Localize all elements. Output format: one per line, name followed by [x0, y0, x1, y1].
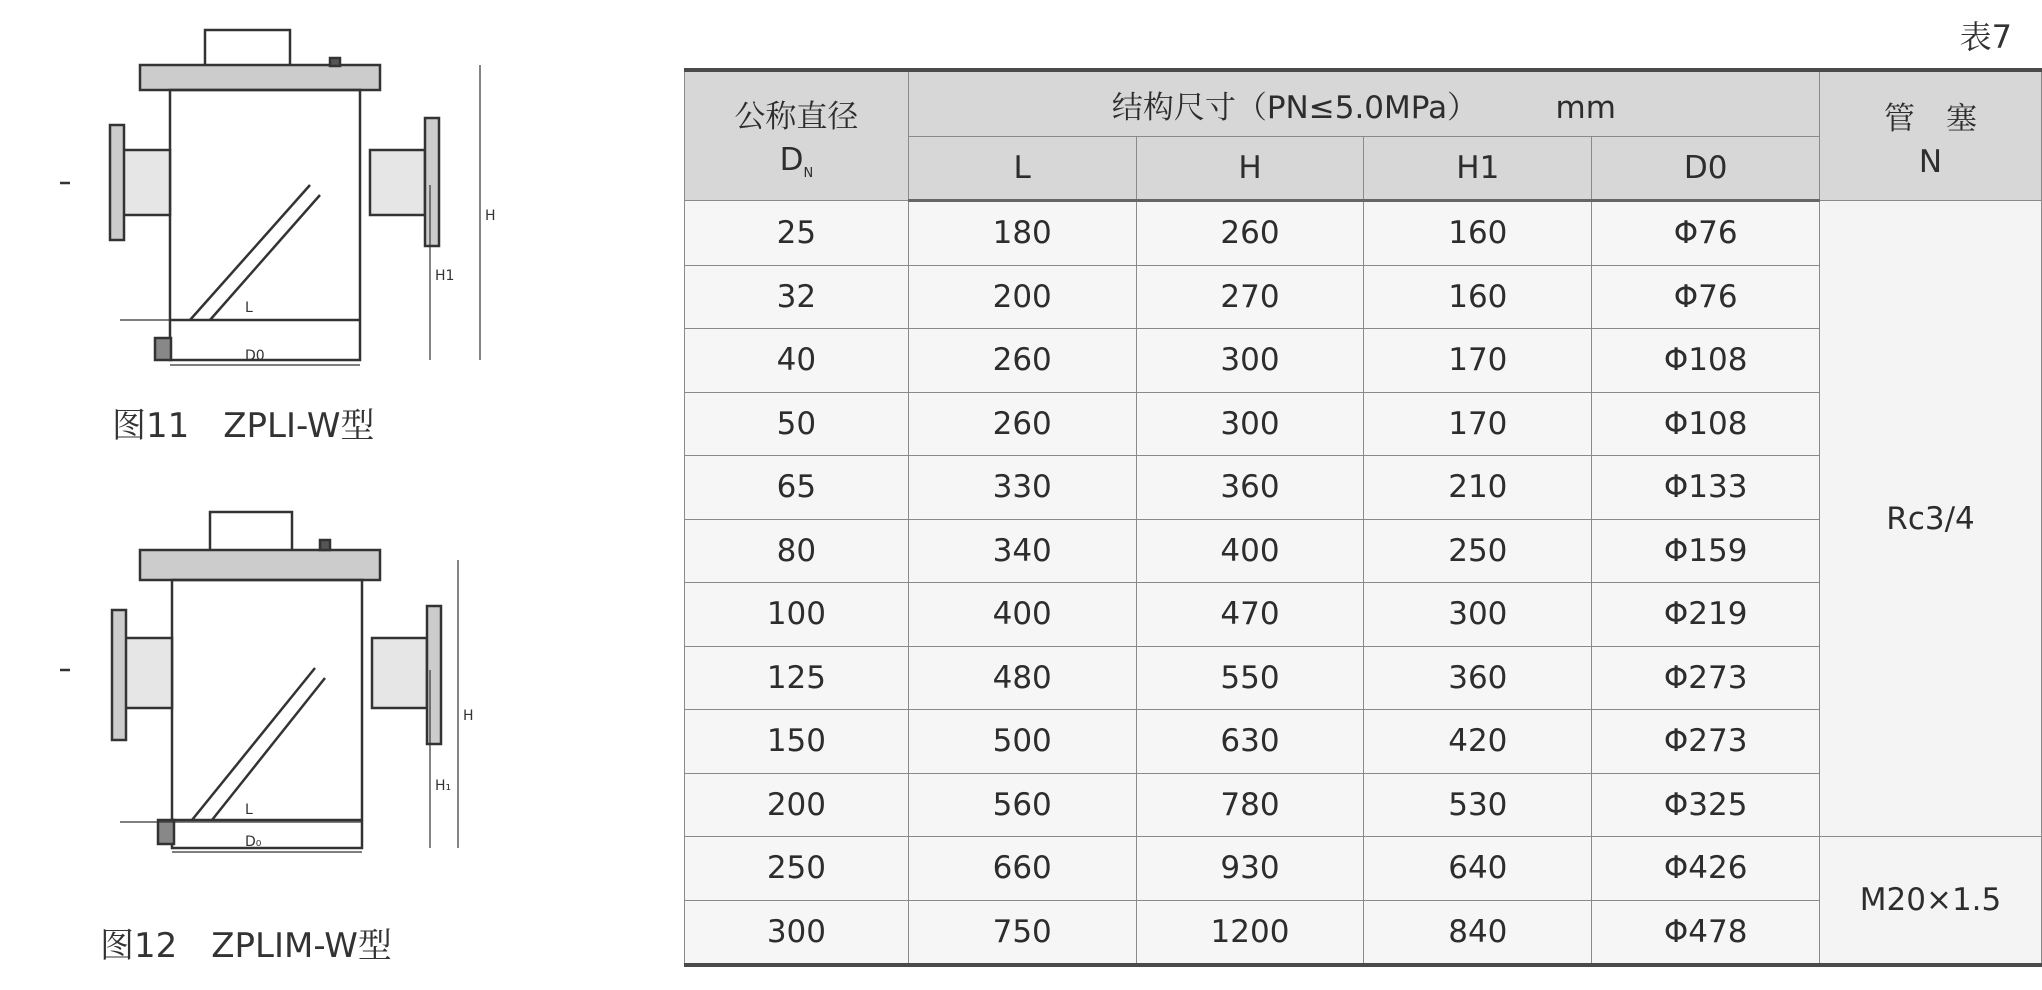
cell-D0: Φ325: [1592, 773, 1820, 837]
table-number: 表7: [1959, 18, 2012, 56]
cell-D0: Φ159: [1592, 519, 1820, 583]
cell-L: 340: [908, 519, 1136, 583]
header-structure: 结构尺寸（PN≤5.0MPa） mm: [908, 70, 1819, 137]
cell-L: 200: [908, 265, 1136, 329]
cell-L: 400: [908, 583, 1136, 647]
table-row: [685, 201, 2042, 266]
cell-D0: Φ76: [1592, 265, 1820, 329]
cell-H: 400: [1136, 519, 1364, 583]
dim-label-H1: H1: [435, 268, 455, 284]
cell-D0: Φ273: [1592, 710, 1820, 774]
cell-L: 330: [908, 456, 1136, 520]
cell-H1: 250: [1364, 519, 1592, 583]
table-row: [685, 837, 2042, 901]
cell-dn: 150: [685, 710, 909, 774]
figure-12-caption: 图12 ZPLⅠM-W型: [100, 926, 392, 966]
cell-dn: 32: [685, 265, 909, 329]
dim-label-D0: D0: [245, 348, 265, 364]
cell-L: 660: [908, 837, 1136, 901]
cell-L: 260: [908, 329, 1136, 393]
cell-L: 480: [908, 646, 1136, 710]
cell-D0: Φ219: [1592, 583, 1820, 647]
dim-label-L: L: [245, 802, 253, 818]
dim-label-H1: H₁: [435, 778, 452, 794]
cell-H: 300: [1136, 392, 1364, 456]
figure-12-drawing: [60, 500, 520, 890]
cell-H: 1200: [1136, 900, 1364, 965]
cell-D0: Φ76: [1592, 201, 1820, 266]
header-plug: [1820, 70, 2042, 201]
cell-D0: Φ478: [1592, 900, 1820, 965]
cell-dn: 40: [685, 329, 909, 393]
cell-H: 260: [1136, 201, 1364, 266]
cell-H: 630: [1136, 710, 1364, 774]
col-header-D0: D0: [1592, 137, 1820, 201]
cell-L: 260: [908, 392, 1136, 456]
header-dn: [685, 70, 909, 201]
cell-H1: 300: [1364, 583, 1592, 647]
header-plug-label: 管 塞: [1884, 100, 1978, 137]
cell-L: 180: [908, 201, 1136, 266]
figure-11-drawing: [60, 20, 520, 390]
cell-dn: 200: [685, 773, 909, 837]
cell-H1: 160: [1364, 201, 1592, 266]
cell-plug-rc: Rc3/4: [1820, 201, 2042, 837]
cell-H: 550: [1136, 646, 1364, 710]
cell-L: 500: [908, 710, 1136, 774]
cell-H1: 170: [1364, 392, 1592, 456]
cell-H: 270: [1136, 265, 1364, 329]
cell-H: 360: [1136, 456, 1364, 520]
cell-dn: 250: [685, 837, 909, 901]
cell-H1: 360: [1364, 646, 1592, 710]
cell-D0: Φ133: [1592, 456, 1820, 520]
cell-D0: Φ426: [1592, 837, 1820, 901]
cell-H: 300: [1136, 329, 1364, 393]
header-dn-label: 公称直径: [734, 98, 859, 135]
cell-H: 780: [1136, 773, 1364, 837]
cell-H1: 160: [1364, 265, 1592, 329]
cell-H1: 530: [1364, 773, 1592, 837]
figure-11-caption: 图11 ZPLⅠ-W型: [112, 406, 375, 446]
col-header-L: L: [908, 137, 1136, 201]
cell-H: 470: [1136, 583, 1364, 647]
col-header-H: H: [1136, 137, 1364, 201]
header-dn-symbol: $D_N$: [779, 141, 814, 182]
dim-label-H: H: [485, 208, 496, 224]
header-plug-symbol: N: [1918, 143, 1943, 180]
cell-plug-m20: M20×1.5: [1820, 837, 2042, 966]
cell-dn: 300: [685, 900, 909, 965]
cell-dn: 100: [685, 583, 909, 647]
cell-H1: 840: [1364, 900, 1592, 965]
cell-H1: 420: [1364, 710, 1592, 774]
cell-H1: 640: [1364, 837, 1592, 901]
cell-L: 560: [908, 773, 1136, 837]
cell-H1: 170: [1364, 329, 1592, 393]
cell-dn: 25: [685, 201, 909, 266]
cell-H: 930: [1136, 837, 1364, 901]
cell-D0: Φ108: [1592, 392, 1820, 456]
col-header-H1: H1: [1364, 137, 1592, 201]
cell-D0: Φ108: [1592, 329, 1820, 393]
dim-label-H: H: [463, 708, 474, 724]
cell-dn: 65: [685, 456, 909, 520]
cell-H1: 210: [1364, 456, 1592, 520]
cell-D0: Φ273: [1592, 646, 1820, 710]
cell-L: 750: [908, 900, 1136, 965]
cell-dn: 125: [685, 646, 909, 710]
dim-label-D0: D₀: [245, 834, 262, 850]
spec-table: [684, 68, 2042, 967]
dim-label-L: L: [245, 300, 253, 316]
cell-dn: 50: [685, 392, 909, 456]
cell-dn: 80: [685, 519, 909, 583]
